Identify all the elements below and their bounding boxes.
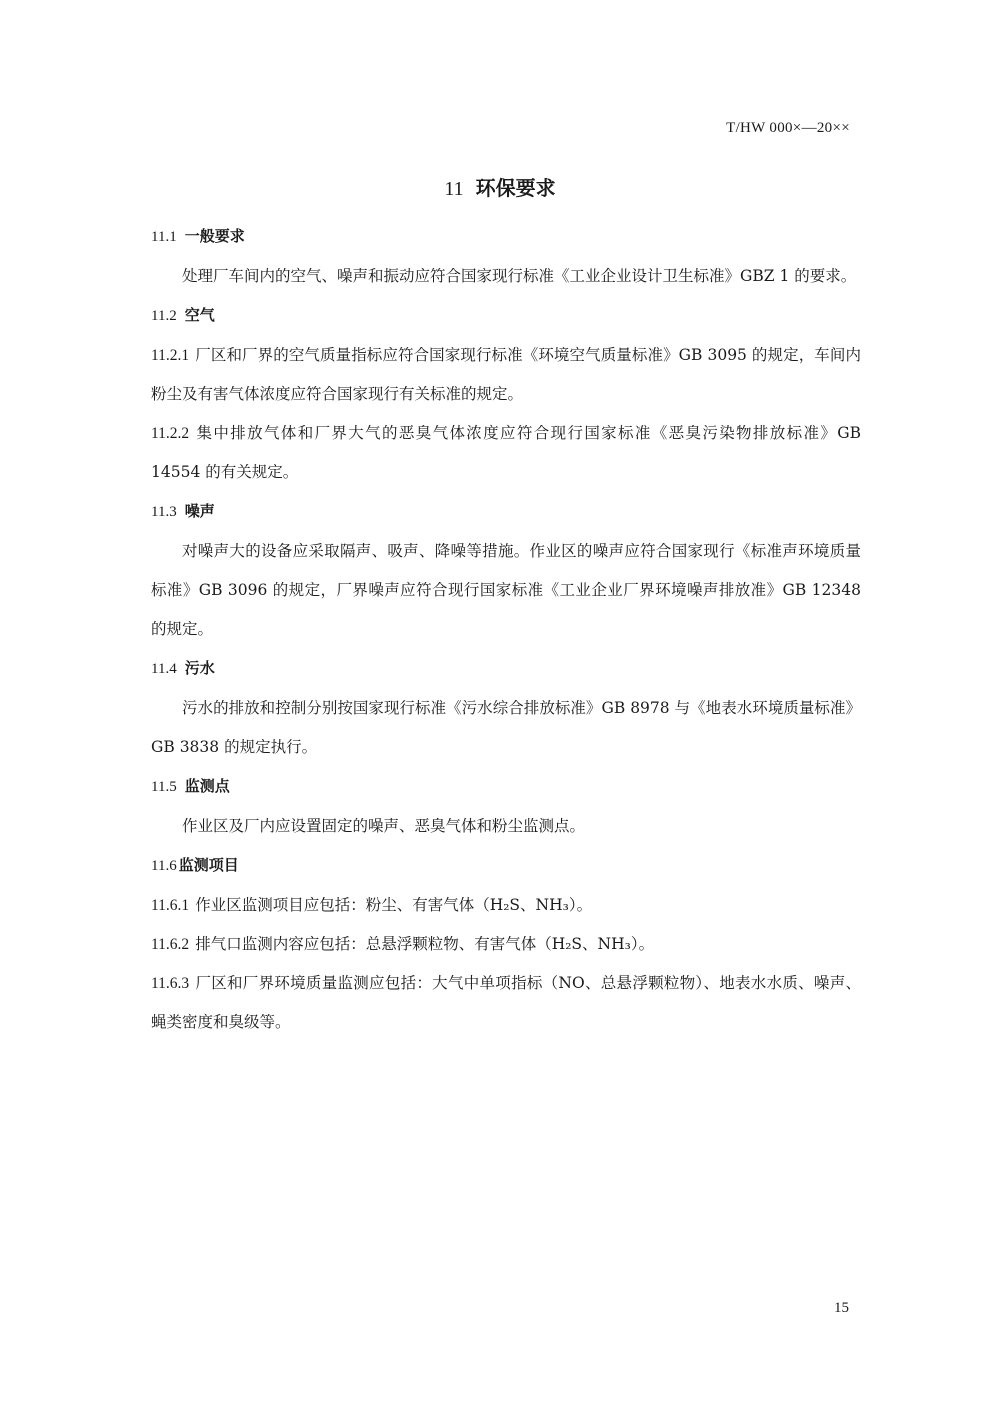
section-heading-11-2	[151, 296, 861, 336]
document-body	[151, 217, 861, 1042]
section-title: 监测项目	[178, 856, 239, 874]
clause-text: 集中排放气体和厂界大气的恶臭气体浓度应符合现行国家标准《恶臭污染物排放标准》GB 14554 的有关规定。	[151, 424, 861, 481]
section-title: 噪声	[184, 502, 215, 520]
section-number: 11.3	[151, 504, 177, 520]
clause-number: 11.6.3	[151, 975, 190, 992]
clause-11-6-2	[151, 925, 861, 964]
clause-text: 作业区监测项目应包括：粉尘、有害气体（H₂S、NH₃）。	[195, 896, 593, 914]
section-heading-11-4	[151, 649, 861, 689]
section-title: 监测点	[184, 777, 230, 795]
clause-text: 排气口监测内容应包括：总悬浮颗粒物、有害气体（H₂S、NH₃）。	[195, 935, 655, 953]
section-text-11-4: 污水的排放和控制分别按国家现行标准《污水综合排放标准》GB 8978 与《地表水环境质量标准》GB 3838 的规定执行。	[151, 699, 861, 756]
clause-text: 厂区和厂界的空气质量指标应符合国家现行标准《环境空气质量标准》GB 3095 的规定，车间内粉尘及有害气体浓度应符合国家现行有关标准的规定。	[151, 346, 861, 403]
chapter-title-text: 环保要求	[475, 176, 556, 200]
page-number: 15	[834, 1300, 849, 1316]
section-text-11-5: 作业区及厂内应设置固定的噪声、恶臭气体和粉尘监测点。	[182, 817, 586, 835]
clause-text: 厂区和厂界环境质量监测应包括：大气中单项指标（NO、总悬浮颗粒物）、地表水水质、噪声、蝇类密度和臭级等。	[151, 974, 861, 1031]
section-text-11-1: 处理厂车间内的空气、噪声和振动应符合国家现行标准《工业企业设计卫生标准》GBZ 1 的要求。	[182, 267, 857, 285]
section-number: 11.4	[151, 661, 177, 677]
clause-11-2-2	[151, 414, 861, 492]
section-heading-11-5	[151, 767, 861, 807]
section-text-11-3: 对噪声大的设备应采取隔声、吸声、降噪等措施。作业区的噪声应符合国家现行《标准声环境质量标准》GB 3096 的规定，厂界噪声应符合现行国家标准《工业企业厂界环境噪声排放准》GB 12348 的规定。	[151, 542, 861, 638]
chapter-title	[0, 172, 1000, 201]
section-heading-11-1	[151, 217, 861, 257]
clause-11-6-3	[151, 964, 861, 1042]
clause-number: 11.2.2	[151, 425, 190, 442]
clause-number: 11.2.1	[151, 347, 190, 364]
section-number: 11.2	[151, 308, 177, 324]
clause-number: 11.6.1	[151, 897, 190, 914]
section-number: 11.5	[151, 779, 177, 795]
section-heading-11-3	[151, 492, 861, 532]
clause-number: 11.6.2	[151, 936, 190, 953]
clause-11-6-1	[151, 886, 861, 925]
section-number: 11.1	[151, 229, 177, 245]
section-number: 11.6	[151, 858, 177, 874]
chapter-number: 11	[444, 178, 464, 200]
section-heading-11-6	[151, 846, 861, 886]
clause-11-2-1	[151, 336, 861, 414]
section-title: 空气	[184, 306, 215, 324]
section-title: 一般要求	[184, 227, 245, 245]
section-title: 污水	[184, 659, 215, 677]
document-code: T/HW 000×—20××	[726, 120, 850, 136]
